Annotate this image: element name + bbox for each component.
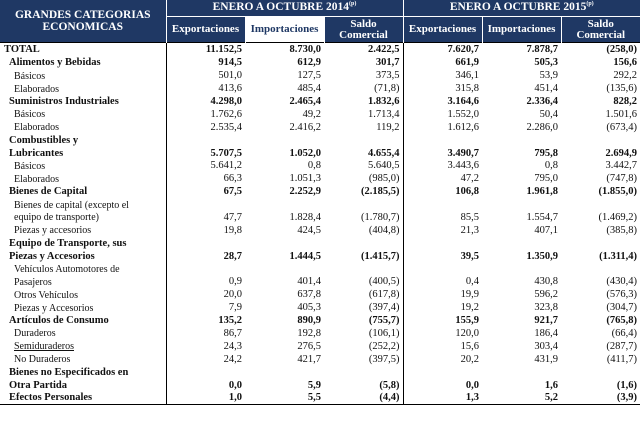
row-value: 3.164,6 <box>403 95 482 108</box>
row-value <box>482 365 561 378</box>
row-value: 1.051,3 <box>289 173 321 185</box>
row-value: 401,4 <box>297 276 321 288</box>
row-value: 85,5 <box>403 211 482 224</box>
row-value: 119,2 <box>376 121 400 133</box>
row-value: 1.832,6 <box>368 95 400 107</box>
row-label: Básicos <box>14 160 46 172</box>
row-value: 120,0 <box>403 327 482 340</box>
row-value: (1.855,0) <box>598 186 638 198</box>
row-value <box>561 198 640 211</box>
table-row <box>0 120 640 133</box>
row-label: Pasajeros <box>14 276 52 288</box>
row-label: Lubricantes <box>9 147 64 159</box>
row-value: 192,8 <box>297 327 321 339</box>
row-value: 47,7 <box>166 211 245 224</box>
row-label: Elaborados <box>14 83 59 95</box>
row-value: 661,9 <box>403 56 482 69</box>
row-label: Otra Partida <box>9 379 68 391</box>
period-2015-header: ENERO A OCTUBRE 2015$^{(p)}$ <box>403 0 640 17</box>
row-value <box>324 236 403 249</box>
row-value: 47,2 <box>403 172 482 185</box>
table-row <box>0 391 640 404</box>
row-value: (617,8) <box>368 289 400 301</box>
row-value: 2.286,0 <box>526 121 559 133</box>
table-row <box>0 275 640 288</box>
col-balance-2015: Saldo Comercial <box>561 17 640 43</box>
row-value: 4.298,0 <box>166 95 245 108</box>
row-value: 1.612,6 <box>403 120 482 133</box>
col-exports-2014: Exportaciones <box>166 17 245 43</box>
row-value: 3.490,7 <box>403 146 482 159</box>
row-value: 19,9 <box>403 288 482 301</box>
row-value: 451,4 <box>534 83 559 95</box>
row-label: Elaborados <box>14 122 59 134</box>
row-label: Bienes de capital (excepto el <box>14 199 129 211</box>
row-value: 67,5 <box>166 185 245 198</box>
row-label: Piezas y accesorios <box>14 225 92 237</box>
row-value <box>561 365 640 378</box>
row-value: 1.762,6 <box>166 107 245 120</box>
row-value: 7,9 <box>166 301 245 314</box>
row-value <box>166 262 245 275</box>
table-row <box>0 262 640 275</box>
row-value: (66,4) <box>611 327 638 339</box>
row-value <box>324 133 403 146</box>
row-value: 1.444,5 <box>289 250 321 262</box>
col-imports-2014: Importaciones <box>245 17 324 43</box>
row-value: (985,0) <box>368 173 400 185</box>
row-value: (430,4) <box>606 276 638 288</box>
row-value: 5.641,2 <box>166 159 245 172</box>
row-value: 890,9 <box>297 315 321 327</box>
row-value: 3.442,7 <box>605 160 638 172</box>
row-value: (4,4) <box>324 391 403 404</box>
table-row <box>0 288 640 301</box>
row-value: 637,8 <box>297 289 321 301</box>
row-value: 2.416,2 <box>289 121 321 133</box>
row-value: (106,1) <box>368 327 400 339</box>
row-label: Piezas y Accesorios <box>14 302 94 314</box>
row-value <box>166 133 245 146</box>
row-value: 501,0 <box>166 69 245 82</box>
row-value: (1.780,7) <box>361 211 400 223</box>
row-value <box>561 236 640 249</box>
row-label: Básicos <box>14 109 46 121</box>
row-value: 5,5 <box>245 391 324 404</box>
row-value <box>245 236 324 249</box>
row-value: 430,8 <box>534 276 559 288</box>
row-label: Suministros Industriales <box>9 95 119 107</box>
row-value <box>166 365 245 378</box>
row-value: (673,4) <box>606 121 638 133</box>
row-value: 20,0 <box>166 288 245 301</box>
table-row <box>0 327 640 340</box>
table-row <box>0 56 640 69</box>
row-value: 0,8 <box>544 160 559 172</box>
row-value: 596,2 <box>534 289 559 301</box>
table-row <box>0 378 640 391</box>
table-row <box>0 185 640 198</box>
row-label: Artículos de Consumo <box>9 315 109 327</box>
table-row <box>0 172 640 185</box>
row-value: (576,3) <box>606 289 638 301</box>
row-value: 405,3 <box>297 302 321 314</box>
row-value: 2.252,9 <box>289 186 321 198</box>
row-value: 485,4 <box>297 83 321 95</box>
table-row <box>0 211 640 224</box>
period-2014-note: (p) <box>349 1 357 8</box>
row-value: 431,9 <box>534 353 559 365</box>
row-value: 3.443,6 <box>403 159 482 172</box>
row-value: 1.350,9 <box>526 250 559 262</box>
col-balance-2014: Saldo Comercial <box>324 17 403 43</box>
row-value: 1.501,6 <box>605 108 638 120</box>
row-value: (258,0) <box>561 43 640 56</box>
row-label: Bienes no Especificados en <box>9 366 129 378</box>
row-value: (1,6) <box>616 379 638 391</box>
row-value: (411,7) <box>606 353 638 365</box>
period-2015-note: (p) <box>586 1 594 8</box>
row-value: 24,3 <box>166 339 245 352</box>
row-value: 1.052,0 <box>289 147 321 159</box>
row-label: Básicos <box>14 70 46 82</box>
table-row <box>0 249 640 262</box>
row-label: Alimentos y Bebidas <box>9 57 101 69</box>
row-value: (755,7) <box>368 315 400 327</box>
row-value: 2.336,4 <box>526 95 559 107</box>
row-value <box>403 365 482 378</box>
row-value: 66,3 <box>166 172 245 185</box>
category-header: GRANDES CATEGORIAS ECONOMICAS <box>0 0 166 43</box>
row-value <box>324 365 403 378</box>
table-row <box>0 236 640 249</box>
table-row <box>0 365 640 378</box>
row-value: (2.185,5) <box>361 186 400 198</box>
row-value <box>245 133 324 146</box>
row-label: Piezas y Accesorios <box>9 250 95 262</box>
row-value: (747,8) <box>606 173 638 185</box>
row-value: 0,0 <box>403 378 482 391</box>
row-value: (71,8) <box>374 83 400 95</box>
col-imports-2015: Importaciones <box>482 17 561 43</box>
table-row <box>0 146 640 159</box>
row-label: Vehículos Automotores de <box>14 264 120 276</box>
row-value: 19,2 <box>403 301 482 314</box>
row-value: (135,6) <box>606 83 638 95</box>
row-value: 2.465,4 <box>289 95 321 107</box>
row-label: Bienes de Capital <box>9 186 88 198</box>
row-value: 921,7 <box>534 315 559 327</box>
row-value <box>561 262 640 275</box>
row-value: 186,4 <box>534 327 559 339</box>
row-value: (5,8) <box>379 379 400 391</box>
table-row <box>0 314 640 327</box>
row-value: 8.730,0 <box>245 43 324 56</box>
row-value: 1.554,7 <box>526 211 559 223</box>
row-value <box>166 236 245 249</box>
row-value: (385,8) <box>606 224 638 236</box>
row-value: 505,3 <box>534 57 559 69</box>
row-value: 11.152,5 <box>166 43 245 56</box>
row-value: (397,4) <box>368 302 400 314</box>
row-value: 50,4 <box>539 108 559 120</box>
row-label: Efectos Personales <box>0 391 166 404</box>
row-value: 424,5 <box>297 224 321 236</box>
row-value: (1.469,2) <box>598 211 638 223</box>
row-label: Elaborados <box>14 173 59 185</box>
row-value: 127,5 <box>297 70 321 82</box>
row-value: 612,9 <box>297 57 321 69</box>
row-value: 24,2 <box>166 352 245 365</box>
row-value: (765,8) <box>606 315 638 327</box>
row-value: 1,3 <box>403 391 482 404</box>
row-value: 315,8 <box>403 82 482 95</box>
row-value: 303,4 <box>534 340 559 352</box>
row-value: 292,2 <box>613 70 638 82</box>
table-row <box>0 107 640 120</box>
row-value <box>166 198 245 211</box>
row-value: 5.640,5 <box>368 160 400 172</box>
row-value: 0,0 <box>166 378 245 391</box>
row-value: 5,2 <box>482 391 561 404</box>
table-row <box>0 339 640 352</box>
row-value: 1,6 <box>544 379 559 391</box>
row-value <box>324 198 403 211</box>
row-value: (3,9) <box>561 391 640 404</box>
row-value: 421,7 <box>297 353 321 365</box>
row-value <box>403 262 482 275</box>
row-value <box>403 236 482 249</box>
period-2014-header: ENERO A OCTUBRE 2014$^{(p)}$ <box>166 0 403 17</box>
row-value: 28,7 <box>166 249 245 262</box>
row-value: 276,5 <box>297 340 321 352</box>
table-row <box>0 198 640 211</box>
row-label: Duraderos <box>14 328 56 340</box>
table-row <box>0 43 640 56</box>
row-value: 301,7 <box>375 57 400 69</box>
row-value: 7.878,7 <box>482 43 561 56</box>
row-value: 156,6 <box>613 57 638 69</box>
row-value: 828,2 <box>613 95 638 107</box>
row-value: 2.422,5 <box>324 43 403 56</box>
row-value: 106,8 <box>403 185 482 198</box>
row-value: 795,0 <box>534 173 559 185</box>
row-value <box>561 133 640 146</box>
row-value: 373,5 <box>375 70 400 82</box>
row-value: 2.694,9 <box>605 147 638 159</box>
row-label: Combustibles y <box>9 134 79 146</box>
row-value: 413,6 <box>166 82 245 95</box>
row-value <box>245 262 324 275</box>
row-value: 0,8 <box>307 160 321 172</box>
row-value: (1.415,7) <box>361 250 400 262</box>
row-value: 5.707,5 <box>166 146 245 159</box>
row-value: 1.828,4 <box>289 211 321 223</box>
row-value: 346,1 <box>403 69 482 82</box>
table-row <box>0 95 640 108</box>
table-row <box>0 133 640 146</box>
row-value <box>482 198 561 211</box>
table-row <box>0 223 640 236</box>
row-value: (304,7) <box>606 302 638 314</box>
row-value: 1.961,8 <box>526 186 559 198</box>
row-label: No Duraderos <box>14 354 71 366</box>
row-label: equipo de transporte) <box>14 212 99 224</box>
row-value: 86,7 <box>166 327 245 340</box>
row-value <box>482 133 561 146</box>
row-value: (397,5) <box>368 353 400 365</box>
row-value <box>245 198 324 211</box>
row-value: 21,3 <box>403 223 482 236</box>
row-value <box>482 236 561 249</box>
row-label: Otros Vehículos <box>14 289 78 301</box>
row-value <box>324 262 403 275</box>
row-value <box>245 365 324 378</box>
row-value: 49,2 <box>302 108 321 120</box>
row-value: 1.552,0 <box>403 107 482 120</box>
row-value: 7.620,7 <box>403 43 482 56</box>
row-value: (252,2) <box>368 340 400 352</box>
row-value: 1,0 <box>166 391 245 404</box>
row-value: 155,9 <box>403 314 482 327</box>
row-label: Equipo de Transporte, sus <box>9 237 127 249</box>
col-exports-2015: Exportaciones <box>403 17 482 43</box>
row-label: TOTAL <box>0 43 166 56</box>
row-value: 914,5 <box>166 56 245 69</box>
row-value: 5,9 <box>307 379 321 391</box>
row-value: 135,2 <box>166 314 245 327</box>
row-value: 20,2 <box>403 352 482 365</box>
table-row <box>0 82 640 95</box>
table-row <box>0 301 640 314</box>
row-value <box>482 262 561 275</box>
row-value: 39,5 <box>403 249 482 262</box>
row-value: 795,8 <box>534 147 559 159</box>
row-value: 0,4 <box>403 275 482 288</box>
row-value: 53,9 <box>539 70 559 82</box>
row-value: 15,6 <box>403 339 482 352</box>
row-value: (400,5) <box>368 276 400 288</box>
row-value: (287,7) <box>606 340 638 352</box>
row-value <box>403 198 482 211</box>
row-value: 1.713,4 <box>368 108 400 120</box>
row-value: 0,9 <box>166 275 245 288</box>
row-value: (1.311,4) <box>599 250 638 262</box>
table-row <box>0 352 640 365</box>
row-value: 4.655,4 <box>368 147 400 159</box>
row-value: 2.535,4 <box>166 120 245 133</box>
row-value <box>403 133 482 146</box>
table-row <box>0 159 640 172</box>
table-row <box>0 69 640 82</box>
row-value: 19,8 <box>166 223 245 236</box>
row-label: Semiduraderos <box>14 341 74 353</box>
row-value: 323,8 <box>534 302 559 314</box>
row-value: (404,8) <box>368 224 400 236</box>
row-value: 407,1 <box>534 224 559 236</box>
